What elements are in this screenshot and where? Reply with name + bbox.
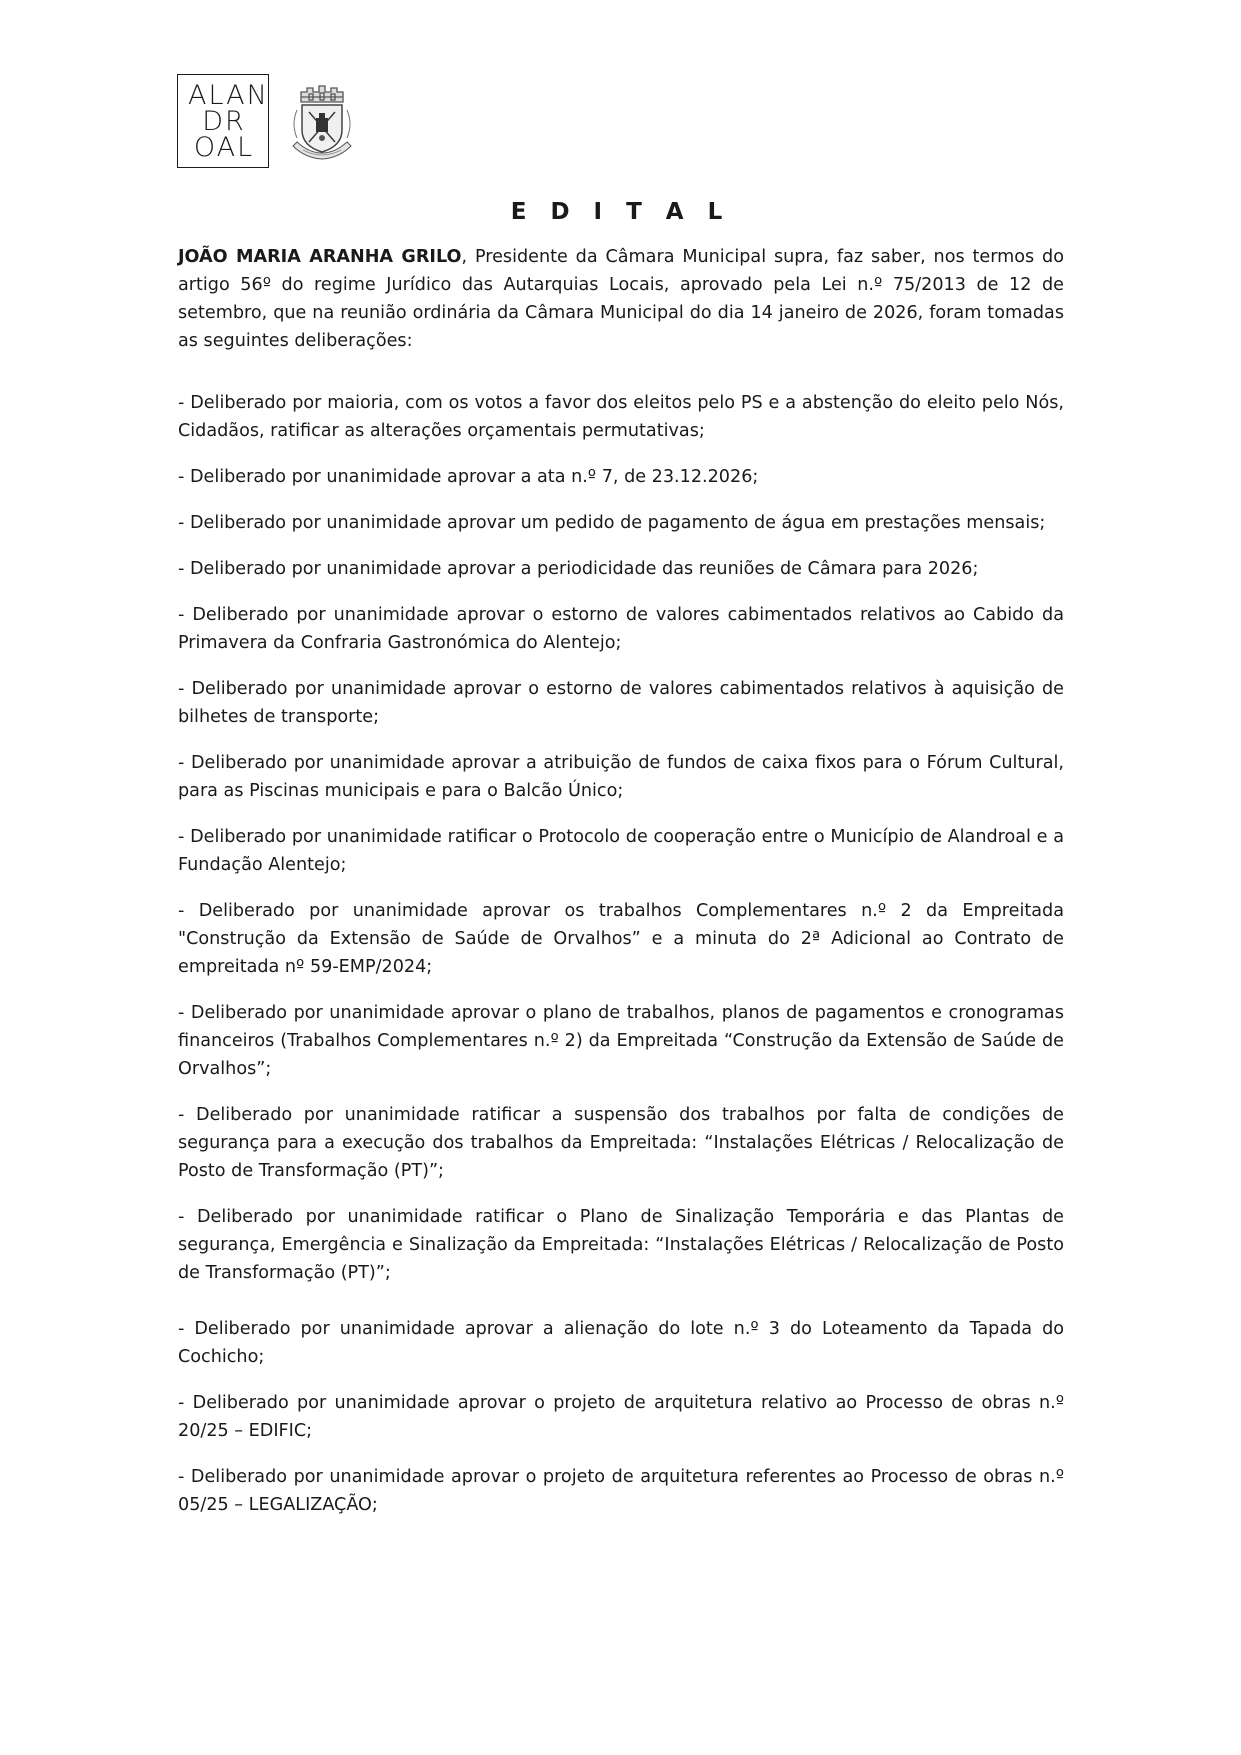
deliberation-item: - Deliberado por unanimidade aprovar os trabalhos Complementares n.º 2 da Empreitada "Construção da Extensão de Saúde de Orvalhos” e a minuta do 2ª Adicional ao Contrato de empreitada nº 59-EMP/2024; — [178, 901, 1064, 977]
alandroal-logo — [177, 74, 269, 168]
document-title: E D I T A L — [510, 199, 731, 225]
letterhead — [177, 74, 357, 168]
deliberation-item: - Deliberado por unanimidade aprovar a alienação do lote n.º 3 do Loteamento da Tapada do Cochicho; — [178, 1319, 1064, 1367]
logo-line-3: OAL — [193, 132, 255, 163]
deliberation-item: - Deliberado por unanimidade aprovar um pedido de pagamento de água em prestações mensais; — [178, 513, 1046, 533]
deliberation-item: - Deliberado por unanimidade aprovar a periodicidade das reuniões de Câmara para 2026; — [178, 559, 979, 579]
logo-text — [188, 80, 269, 163]
deliberation-item: - Deliberado por unanimidade ratificar o Plano de Sinalização Temporária e das Plantas de segurança, Emergência e Sinalização da Empreitada: “Instalações Elétricas / Relocalização de Posto de Transformação (PT)”; — [178, 1207, 1064, 1283]
deliberation-item: - Deliberado por unanimidade aprovar o estorno de valores cabimentados relativos ao Cabido da Primavera da Confraria Gastronómica do Alentejo; — [178, 605, 1064, 653]
intro-text: , Presidente da Câmara Municipal supra, faz saber, nos termos do artigo 56º do regime Jurídico das Autarquias Locais, aprovado pela Lei n.º 75/2013 de 12 de setembro, que na reunião ordinária da Câmara Municipal do dia 14 janeiro de 2026, foram tomadas as seguintes deliberações: — [178, 247, 1064, 351]
logo-line-2: DR — [202, 106, 246, 137]
deliberation-item: - Deliberado por maioria, com os votos a favor dos eleitos pelo PS e a abstenção do eleito pelo Nós, Cidadãos, ratificar as alterações orçamentais permutativas; — [178, 393, 1064, 441]
deliberation-item: - Deliberado por unanimidade aprovar o plano de trabalhos, planos de pagamentos e cronogramas financeiros (Trabalhos Complementares n.º 2) da Empreitada “Construção da Extensão de Saúde de Orvalhos”; — [178, 1003, 1064, 1079]
deliberation-item: - Deliberado por unanimidade aprovar o projeto de arquitetura referentes ao Processo de obras n.º 05/25 – LEGALIZAÇÃO; — [178, 1467, 1064, 1515]
document-body — [178, 243, 1064, 1537]
intro-paragraph — [178, 243, 1064, 355]
logo-line-1: ALAN — [188, 80, 269, 111]
deliberation-item: - Deliberado por unanimidade aprovar o estorno de valores cabimentados relativos à aquisição de bilhetes de transporte; — [178, 679, 1064, 727]
deliberation-item: - Deliberado por unanimidade ratificar a suspensão dos trabalhos por falta de condições de segurança para a execução dos trabalhos da Empreitada: “Instalações Elétricas / Relocalização de Posto de Transformação (PT)”; — [178, 1105, 1064, 1181]
deliberation-item: - Deliberado por unanimidade aprovar o projeto de arquitetura relativo ao Processo de obras n.º 20/25 – EDIFIC; — [178, 1393, 1064, 1441]
municipal-coat-of-arms-icon — [287, 80, 357, 164]
deliberation-item: - Deliberado por unanimidade aprovar a atribuição de fundos de caixa fixos para o Fórum Cultural, para as Piscinas municipais e para o Balcão Único; — [178, 753, 1064, 801]
president-name: JOÃO MARIA ARANHA GRILO — [178, 247, 462, 267]
deliberation-item: - Deliberado por unanimidade aprovar a ata n.º 7, de 23.12.2026; — [178, 467, 759, 487]
deliberation-item: - Deliberado por unanimidade ratificar o Protocolo de cooperação entre o Município de Alandroal e a Fundação Alentejo; — [178, 827, 1064, 875]
